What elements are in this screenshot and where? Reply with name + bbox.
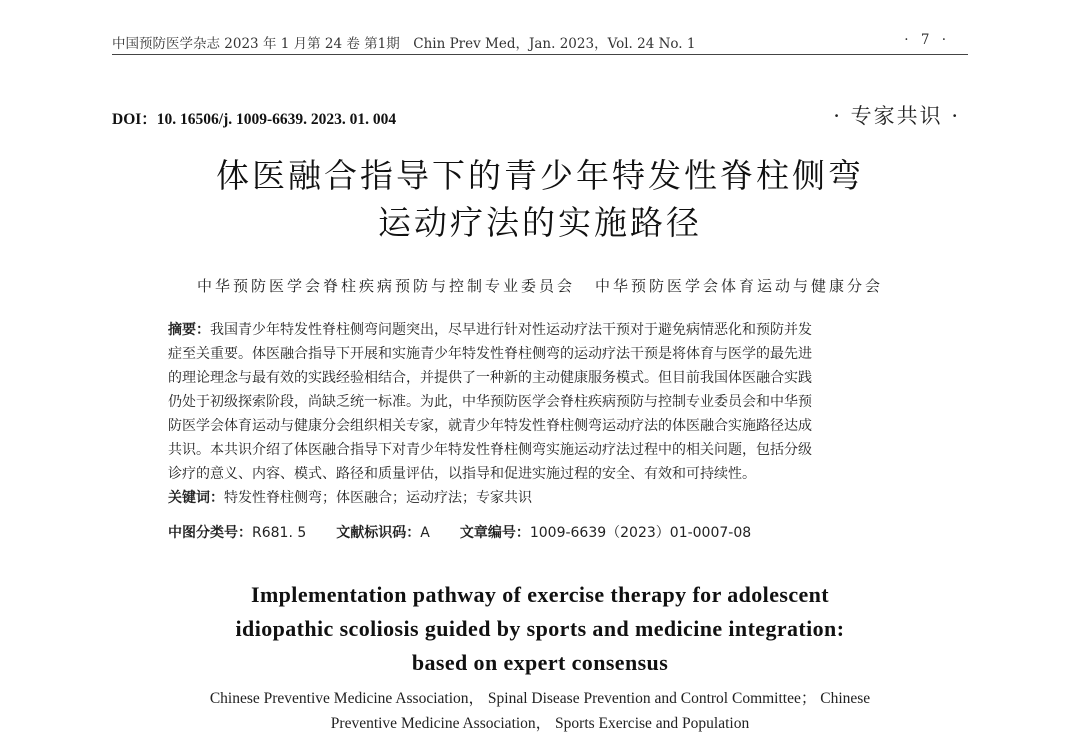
running-header (112, 30, 968, 55)
abstract-label: 摘要： (168, 322, 210, 338)
clc-label: 中图分类号： (168, 525, 252, 541)
journal-citation: 中国预防医学杂志 2023 年 1 月第 24 卷 第1期 Chin Prev Med，Jan. 2023，Vol. 24 No. 1 (112, 36, 696, 52)
title-cn-line-2: 运动疗法的实施路径 (378, 203, 702, 242)
keywords-line (168, 486, 532, 510)
author-org-2: 中华预防医学会体育运动与健康分会 (595, 277, 884, 295)
page-number: · 7 · (904, 32, 950, 48)
authors-en-line-2: Preventive Medicine Association， Sports Exercise and Population (330, 715, 750, 732)
title-en-line-1: Implementation pathway of exercise therapy for adolescent (250, 582, 830, 607)
abstract-text: 我国青少年特发性脊柱侧弯问题突出，尽早进行针对性运动疗法干预对于避免病情恶化和预防并发 (210, 322, 812, 338)
clc-value: R681. 5 (252, 525, 307, 541)
article-no-label: 文章编号： (459, 525, 530, 541)
title-en-line-2: idiopathic scoliosis guided by sports and medicine integration: (235, 616, 845, 641)
keywords-label: 关键词： (168, 490, 224, 506)
abstract-line: 防医学会体育运动与健康分会组织相关专家，就青少年特发性脊柱侧弯运动疗法的体医融合实施路径达成 (168, 418, 812, 434)
article-no-value: 1009-6639（2023）01-0007-08 (529, 525, 752, 541)
authors-cn (0, 275, 1080, 296)
classification-line (168, 521, 751, 545)
column-tag: · 专家共识 · (833, 104, 960, 128)
abstract-line: 的理论理念与最有效的实践经验相结合，并提供了一种新的主动健康服务模式。但目前我国体医融合实践 (168, 370, 812, 386)
abstract-line (168, 318, 812, 342)
doc-code-value: A (420, 525, 430, 541)
author-org-1: 中华预防医学会脊柱疾病预防与控制专业委员会 (196, 277, 575, 295)
abstract-line: 仍处于初级探索阶段，尚缺乏统一标准。为此，中华预防医学会脊柱疾病预防与控制专业委员会和中华预 (168, 394, 812, 410)
abstract-line: 症至关重要。体医融合指导下开展和实施青少年特发性脊柱侧弯的运动疗法干预是将体育与医学的最先进 (168, 346, 812, 362)
abstract-line: 诊疗的意义、内容、模式、路径和质量评估，以指导和促进实施过程的安全、有效和可持续性。 (168, 466, 756, 482)
authors-en-line-1: Chinese Preventive Medicine Association， Spinal Disease Prevention and Control Committee； Chinese (209, 690, 871, 707)
title-cn-line-1: 体医融合指导下的青少年特发性脊柱侧弯 (216, 156, 864, 195)
doc-code-label: 文献标识码： (336, 525, 421, 541)
keywords-text: 特发性脊柱侧弯；体医融合；运动疗法；专家共识 (224, 490, 532, 506)
abstract-line: 共识。本共识介绍了体医融合指导下对青少年特发性脊柱侧弯实施运动疗法过程中的相关问题，包括分级 (168, 442, 812, 458)
doi-line: DOI：10. 16506/j. 1009-6639. 2023. 01. 004 (112, 111, 397, 128)
title-en-line-3: based on expert consensus (411, 650, 669, 675)
